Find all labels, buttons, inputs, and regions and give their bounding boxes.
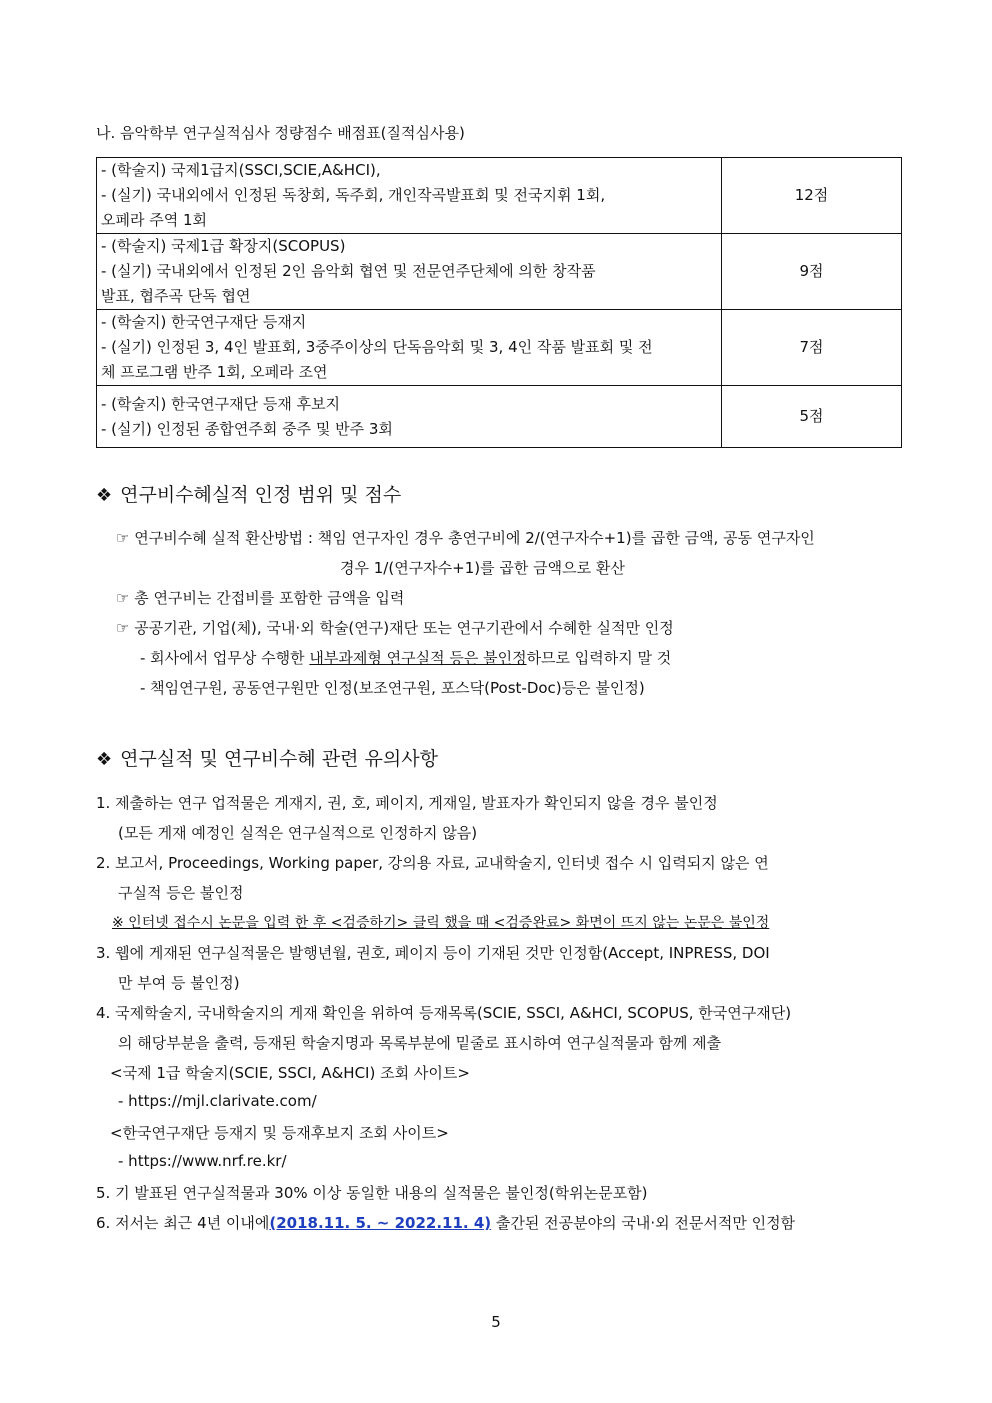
site-label-international: <국제 1급 학술지(SCIE, SSCI, A&HCI) 조회 사이트> bbox=[110, 1064, 470, 1082]
diamond-bullet-icon: ❖ bbox=[96, 749, 113, 770]
section-heading-notes: ❖ 연구실적 및 연구비수혜 관련 유의사항 bbox=[96, 748, 438, 770]
notice-item-3-cont: 만 부여 등 불인정) bbox=[118, 974, 240, 992]
table-cell-score: 5점 bbox=[722, 386, 902, 448]
funding-subnote-2: - 책임연구원, 공동연구원만 인정(보조연구원, 포스닥(Post-Doc)등은 불인정) bbox=[140, 679, 645, 697]
table-row bbox=[97, 158, 902, 234]
table-cell-criteria: - (학술지) 한국연구재단 등재지 - (실기) 인정된 3, 4인 발표회, 3중주이상의 단독음악회 및 3, 4인 작품 발표회 및 전 체 프로그램 반주 1회, 오페라 조연 bbox=[97, 310, 722, 386]
table-cell-criteria: - (학술지) 한국연구재단 등재 후보지 - (실기) 인정된 종합연주회 중주 및 반주 3회 bbox=[97, 386, 722, 448]
notice-item-5: 5. 기 발표된 연구실적물과 30% 이상 동일한 내용의 실적물은 불인정(학위논문포함) bbox=[96, 1184, 648, 1202]
score-table bbox=[96, 157, 902, 448]
notice-item-2: 2. 보고서, Proceedings, Working paper, 강의용 자료, 교내학술지, 인터넷 접수 시 입력되지 않은 연 bbox=[96, 854, 769, 872]
site-link-nrf[interactable]: - https://www.nrf.re.kr/ bbox=[118, 1152, 287, 1170]
table-cell-criteria: - (학술지) 국제1급 확장지(SCOPUS) - (실기) 국내외에서 인정된 2인 음악회 협연 및 전문연주단체에 의한 창작품 발표, 협주곡 단독 협연 bbox=[97, 234, 722, 310]
notice-item-1-cont: (모든 게재 예정인 실적은 연구실적으로 인정하지 않음) bbox=[118, 824, 478, 842]
diamond-bullet-icon: ❖ bbox=[96, 485, 113, 506]
notice-item-2-remark: ※ 인터넷 접수시 논문을 입력 한 후 <검증하기> 클릭 했을 때 <검증완료> 화면이 뜨지 않는 논문은 불인정 bbox=[112, 915, 770, 931]
table-cell-criteria: - (학술지) 국제1급지(SSCI,SCIE,A&HCI), - (실기) 국내외에서 인정된 독창회, 독주회, 개인작곡발표회 및 전국지휘 1회, 오페라 주역 1회 bbox=[97, 158, 722, 234]
funding-note-1: ☞ 연구비수혜 실적 환산방법 : 책임 연구자인 경우 총연구비에 2/(연구자수+1)를 곱한 금액, 공동 연구자인 bbox=[116, 529, 815, 547]
table-cell-score: 9점 bbox=[722, 234, 902, 310]
funding-subnote-1: - 회사에서 업무상 수행한 내부과제형 연구실적 등은 불인정하므로 입력하지 말 것 bbox=[140, 649, 672, 667]
pointing-hand-icon: ☞ bbox=[116, 619, 130, 637]
notice-item-4: 4. 국제학술지, 국내학술지의 게재 확인을 위하여 등재목록(SCIE, SSCI, A&HCI, SCOPUS, 한국연구재단) bbox=[96, 1004, 792, 1022]
table-cell-score: 7점 bbox=[722, 310, 902, 386]
site-label-nrf: <한국연구재단 등재지 및 등재후보지 조회 사이트> bbox=[110, 1124, 449, 1142]
notice-item-3: 3. 웹에 게재된 연구실적물은 발행년월, 권호, 페이지 등이 기재된 것만 인정함(Accept, INPRESS, DOI bbox=[96, 944, 770, 962]
table-row bbox=[97, 310, 902, 386]
pointing-hand-icon: ☞ bbox=[116, 589, 130, 607]
table-cell-score: 12점 bbox=[722, 158, 902, 234]
site-link-clarivate[interactable]: - https://mjl.clarivate.com/ bbox=[118, 1092, 317, 1110]
funding-note-1-cont: 경우 1/(연구자수+1)를 곱한 금액으로 환산 bbox=[340, 559, 625, 577]
section-heading-funding: ❖ 연구비수혜실적 인정 범위 및 점수 bbox=[96, 484, 402, 506]
pointing-hand-icon: ☞ bbox=[116, 529, 130, 547]
page-number: 5 bbox=[491, 1313, 501, 1331]
notice-item-6: 6. 저서는 최근 4년 이내에(2018.11. 5. ~ 2022.11. 4) 출간된 전공분야의 국내·외 전문서적만 인정함 bbox=[96, 1214, 796, 1232]
date-range-highlight: (2018.11. 5. ~ 2022.11. 4) bbox=[269, 1214, 492, 1232]
table-caption: 나. 음악학부 연구실적심사 정량점수 배점표(질적심사용) bbox=[96, 124, 465, 142]
notice-item-4-cont: 의 해당부분을 출력, 등재된 학술지명과 목록부분에 밑줄로 표시하여 연구실적물과 함께 제출 bbox=[118, 1034, 722, 1052]
funding-note-2: ☞ 총 연구비는 간접비를 포함한 금액을 입력 bbox=[116, 589, 405, 607]
table-row bbox=[97, 386, 902, 448]
funding-note-3: ☞ 공공기관, 기업(체), 국내·외 학술(연구)재단 또는 연구기관에서 수혜한 실적만 인정 bbox=[116, 619, 674, 637]
notice-item-1: 1. 제출하는 연구 업적물은 게재지, 권, 호, 페이지, 게재일, 발표자가 확인되지 않을 경우 불인정 bbox=[96, 794, 718, 812]
table-row bbox=[97, 234, 902, 310]
notice-item-2-cont: 구실적 등은 불인정 bbox=[118, 884, 244, 902]
